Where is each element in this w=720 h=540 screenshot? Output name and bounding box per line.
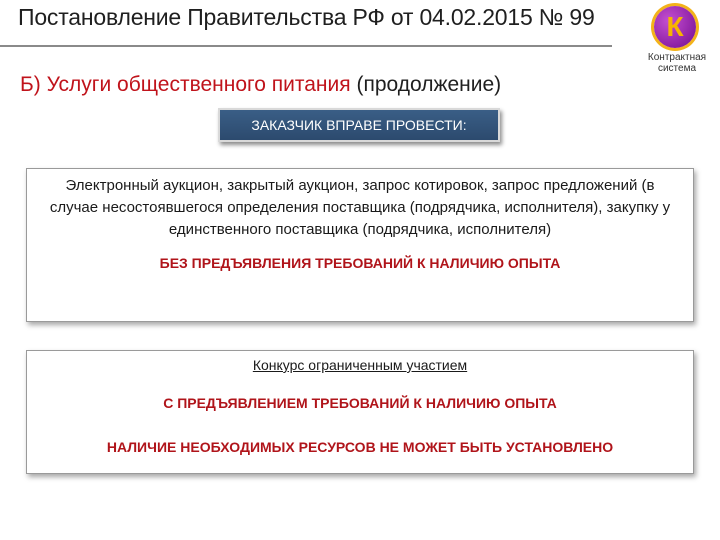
procurement-methods-box bbox=[26, 168, 694, 322]
kontraktnaya-sistema-logo bbox=[648, 6, 710, 72]
logo-text bbox=[642, 52, 712, 74]
page-title: Постановление Правительства РФ от 04.02.2015 № 99 bbox=[18, 4, 595, 30]
subtitle-highlight: Б) Услуги общественного питания bbox=[20, 73, 351, 96]
section-subtitle bbox=[20, 73, 501, 97]
subtitle-rest: (продолжение) bbox=[350, 73, 502, 96]
logo-letter: К bbox=[666, 11, 684, 42]
logo-text-line2: система bbox=[657, 63, 697, 74]
banner-text: ЗАКАЗЧИК ВПРАВЕ ПРОВЕСТИ: bbox=[251, 117, 467, 133]
experience-requirement: С ПРЕДЪЯВЛЕНИЕМ ТРЕБОВАНИЙ К НАЛИЧИЮ ОПЫТА bbox=[163, 395, 557, 411]
limited-contest-box bbox=[26, 350, 694, 474]
customer-may-conduct-banner bbox=[218, 108, 500, 142]
resources-note: НАЛИЧИЕ НЕОБХОДИМЫХ РЕСУРСОВ НЕ МОЖЕТ БЫТЬ УСТАНОВЛЕНО bbox=[106, 439, 614, 455]
no-experience-requirement: БЕЗ ПРЕДЪЯВЛЕНИЯ ТРЕБОВАНИЙ К НАЛИЧИЮ ОПЫТА bbox=[159, 255, 561, 271]
header-divider bbox=[0, 45, 612, 47]
procurement-methods-text: Электронный аукцион, закрытый аукцион, запрос котировок, запрос предложений (в случае несостоявшегося определения поставщика (подрядчика, исполнителя), закупку у единственного поставщика (подрядчика, исполнителя) bbox=[49, 177, 671, 238]
logo-text-line1: Контрактная bbox=[647, 52, 707, 63]
limited-contest-title: Конкурс ограниченным участием bbox=[252, 357, 468, 373]
logo-circle-icon bbox=[654, 6, 696, 48]
